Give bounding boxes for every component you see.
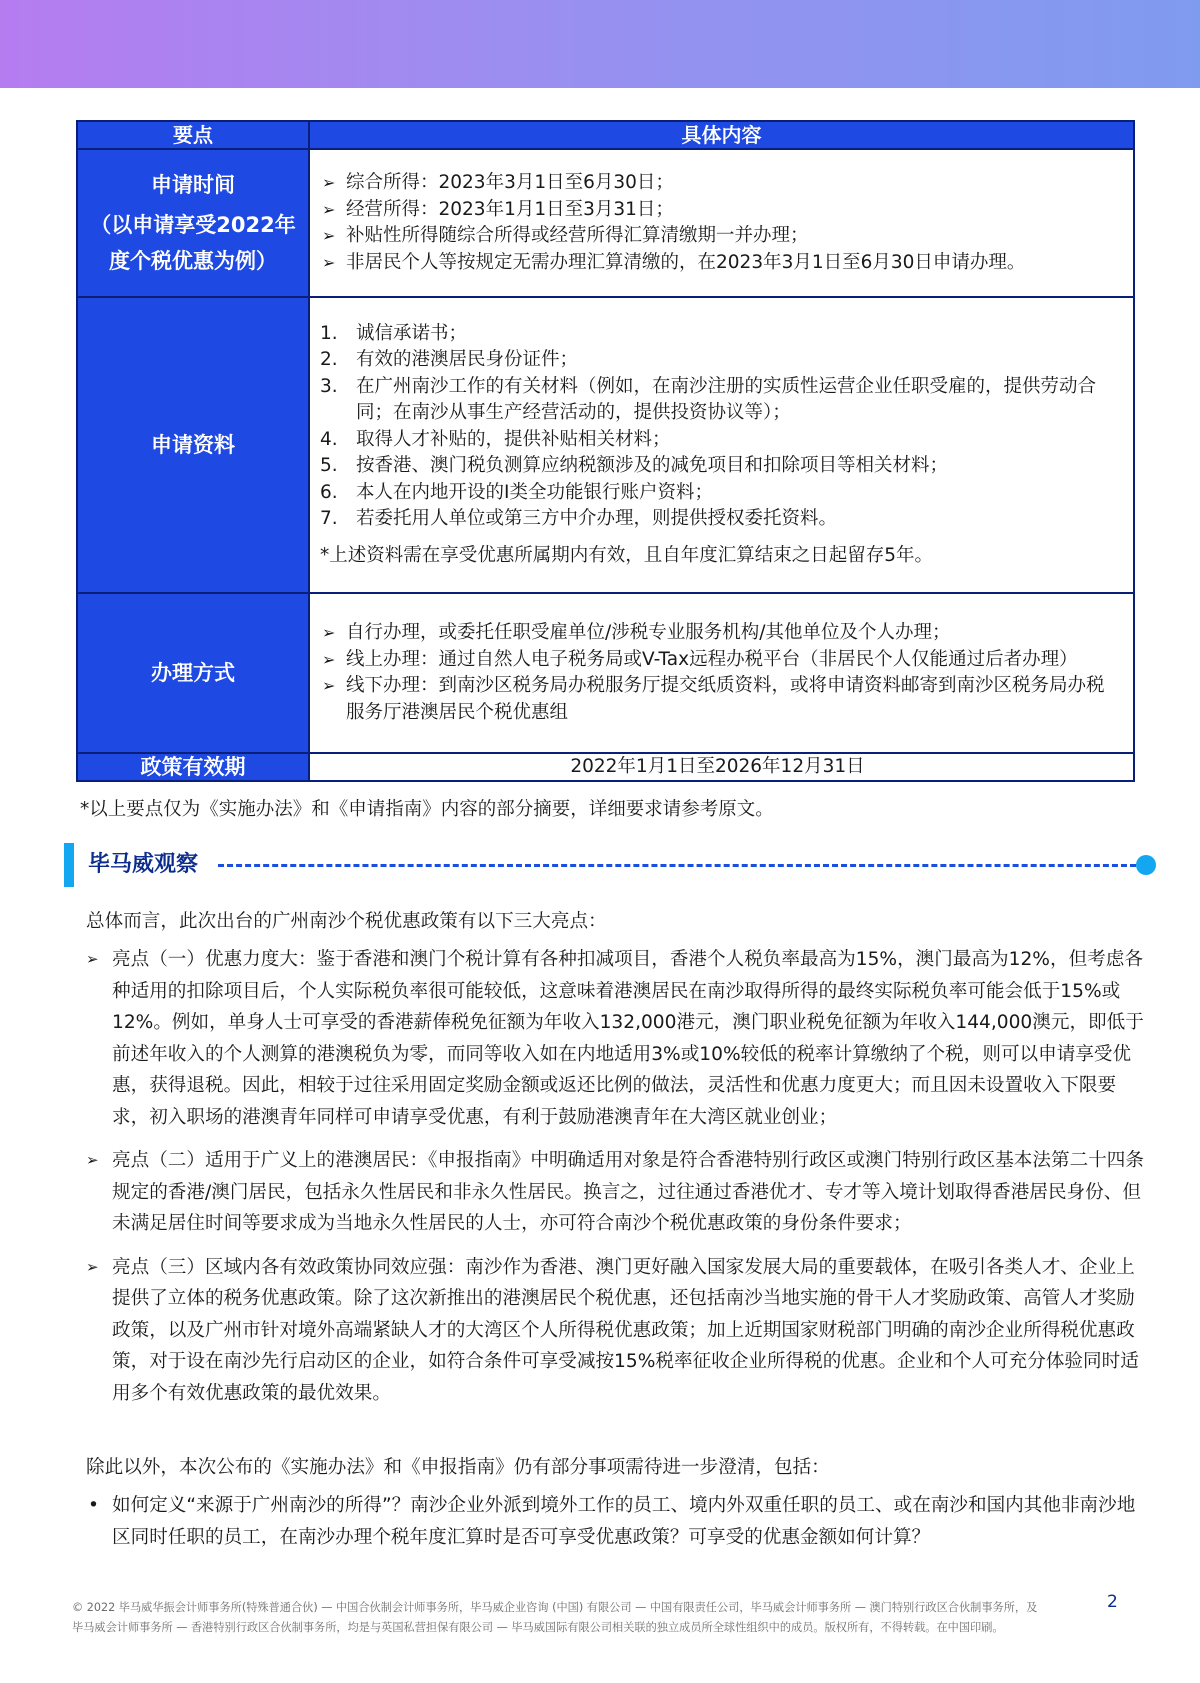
row-key-method: 办理方式	[77, 593, 309, 753]
row-value-validity: 2022年1月1日至2026年12月31日	[309, 753, 1134, 781]
row-value-method	[309, 593, 1134, 753]
table-row	[77, 593, 1134, 753]
row-value-application-docs	[309, 297, 1134, 593]
heading-dashed-line	[218, 864, 1136, 867]
item-text: 有效的港澳居民身份证件；	[356, 349, 579, 371]
list-item: ➢ 补贴性所得随综合所得或经营所得汇算清缴期一并办理；	[320, 223, 1115, 250]
item-number: 6.	[320, 481, 338, 503]
highlights-list	[86, 944, 1148, 1421]
item-text: 诚信承诺书；	[356, 322, 468, 344]
footer-line: © 2022 毕马威华振会计师事务所(特殊普通合伙) — 中国合伙制会计师事务所，毕马威企业咨询 (中国) 有限公司 — 中国有限责任公司，毕马威会计师事务所 — 澳门特别行政区合伙制事务所，及	[72, 1601, 1038, 1614]
list-item	[320, 374, 1115, 427]
footer-line: 毕马威会计师事务所 — 香港特别行政区合伙制事务所，均是与英国私营担保有限公司 — 毕马威国际有限公司相关联的独立成员所全球性组织中的成员。版权所有，不得转载。在中国印刷。	[72, 1621, 1004, 1634]
further-clarification-intro: 除此以外，本次公布的《实施办法》和《申报指南》仍有部分事项需待进一步澄清，包括：	[86, 1457, 830, 1478]
highlight-item: ➢ 亮点（二）适用于广义上的港澳居民：《申报指南》中明确适用对象是符合香港特别行政区或澳门特别行政区基本法第二十四条规定的香港/澳门居民，包括永久性居民和非永久性居民。换言之，过往通过香港优才、专才等入境计划取得香港居民身份、但未满足居住时间等要求成为当地永久性居民的人士，亦可符合南沙个税优惠政策的身份条件要求；	[86, 1145, 1148, 1240]
observation-heading	[64, 843, 1160, 887]
observation-title: 毕马威观察	[88, 852, 199, 877]
docs-note: *上述资料需在享受优惠所属期内有效，且自年度汇算结束之日起留存5年。	[320, 544, 934, 566]
list-item: ➢ 综合所得：2023年3月1日至6月30日；	[320, 170, 1115, 197]
list-item: ➢ 经营所得：2023年1月1日至3月31日；	[320, 197, 1115, 224]
questions-list	[86, 1490, 1148, 1553]
list-item	[320, 453, 1115, 480]
table-row	[77, 149, 1134, 297]
table-footnote: *以上要点仅为《实施办法》和《申请指南》内容的部分摘要，详细要求请参考原文。	[80, 799, 774, 820]
list-item: ➢ 自行办理，或委托任职受雇单位/涉税专业服务机构/其他单位及个人办理；	[320, 620, 1115, 647]
observation-intro: 总体而言，此次出台的广州南沙个税优惠政策有以下三大亮点：	[86, 911, 607, 932]
item-number: 3.	[320, 375, 338, 397]
item-number: 4.	[320, 428, 338, 450]
list-item	[320, 506, 1115, 533]
item-number: 2.	[320, 349, 338, 371]
heading-dot	[1136, 855, 1156, 875]
item-number: 1.	[320, 322, 338, 344]
item-number: 7.	[320, 508, 338, 530]
key-points-table	[76, 120, 1135, 782]
row-key-validity: 政策有效期	[77, 753, 309, 781]
table-row	[77, 753, 1134, 781]
application-time-sublabel: （以申请享受2022年度个税优惠为例）	[90, 213, 296, 273]
list-item: ➢ 非居民个人等按规定无需办理汇算清缴的，在2023年3月1日至6月30日申请办理。	[320, 250, 1115, 277]
table-header-row	[77, 121, 1134, 149]
list-item: ➢ 线上办理：通过自然人电子税务局或V-Tax远程办税平台（非居民个人仅能通过后者办理）	[320, 647, 1115, 674]
item-text: 按香港、澳门税负测算应纳税额涉及的减免项目和扣除项目等相关材料；	[356, 455, 949, 477]
question-item: • 如何定义“来源于广州南沙的所得”？南沙企业外派到境外工作的员工、境内外双重任职的员工、或在南沙和国内其他非南沙地区同时任职的员工，在南沙办理个税年度汇算时是否可享受优惠政策？可享受的优惠金额如何计算？	[86, 1490, 1148, 1553]
copyright-footer	[72, 1598, 1082, 1638]
item-number: 5.	[320, 455, 338, 477]
row-key-application-docs: 申请资料	[77, 297, 309, 593]
row-key-application-time	[77, 149, 309, 297]
item-text: 本人在内地开设的I类全功能银行账户资料；	[356, 481, 713, 503]
highlight-item: ➢ 亮点（一）优惠力度大：鉴于香港和澳门个税计算有各种扣减项目，香港个人税负率最高为15%，澳门最高为12%，但考虑各种适用的扣除项目后，个人实际税负率很可能较低，这意味着港澳居民在南沙取得所得的最终实际税负率可能会低于15%或12%。例如，单身人士可享受的香港薪俸税免征额为年收入132,000港元，澳门职业税免征额为年收入144,000澳元，即低于前述年收入的个人测算的港澳税负为零，而同等收入如在内地适用3%或10%较低的税率计算缴纳了个税，则可以申请享受优惠，获得退税。因此，相较于过往采用固定奖励金额或返还比例的做法，灵活性和优惠力度更大；而且因未设置收入下限要求，初入职场的港澳青年同样可申请享受优惠，有利于鼓励港澳青年在大湾区就业创业；	[86, 944, 1148, 1133]
application-time-label: 申请时间	[151, 173, 235, 197]
page-number: 2	[1107, 1592, 1118, 1612]
header-value: 具体内容	[309, 121, 1134, 149]
header-key: 要点	[77, 121, 309, 149]
item-text: 在广州南沙工作的有关材料（例如，在南沙注册的实质性运营企业任职受雇的，提供劳动合同；在南沙从事生产经营活动的，提供投资协议等）；	[356, 375, 1097, 424]
item-text: 若委托用人单位或第三方中介办理，则提供授权委托资料。	[356, 508, 838, 530]
list-item	[320, 347, 1115, 374]
top-banner	[0, 0, 1200, 88]
list-item: ➢ 线下办理：到南沙区税务局办税服务厅提交纸质资料，或将申请资料邮寄到南沙区税务局办税服务厅港澳居民个税优惠组	[320, 673, 1115, 726]
table-row	[77, 297, 1134, 593]
list-item	[320, 427, 1115, 454]
list-item	[320, 480, 1115, 507]
row-value-application-time	[309, 149, 1134, 297]
item-text: 取得人才补贴的，提供补贴相关材料；	[356, 428, 671, 450]
list-item	[320, 321, 1115, 348]
highlight-item: ➢ 亮点（三）区域内各有效政策协同效应强：南沙作为香港、澳门更好融入国家发展大局的重要载体，在吸引各类人才、企业上提供了立体的税务优惠政策。除了这次新推出的港澳居民个税优惠，还包括南沙当地实施的骨干人才奖励政策、高管人才奖励政策，以及广州市针对境外高端紧缺人才的大湾区个人所得税优惠政策；加上近期国家财税部门明确的南沙企业所得税优惠政策，对于设在南沙先行启动区的企业，如符合条件可享受减按15%税率征收企业所得税的优惠。企业和个人可充分体验同时适用多个有效优惠政策的最优效果。	[86, 1252, 1148, 1410]
heading-accent-bar	[64, 843, 74, 887]
